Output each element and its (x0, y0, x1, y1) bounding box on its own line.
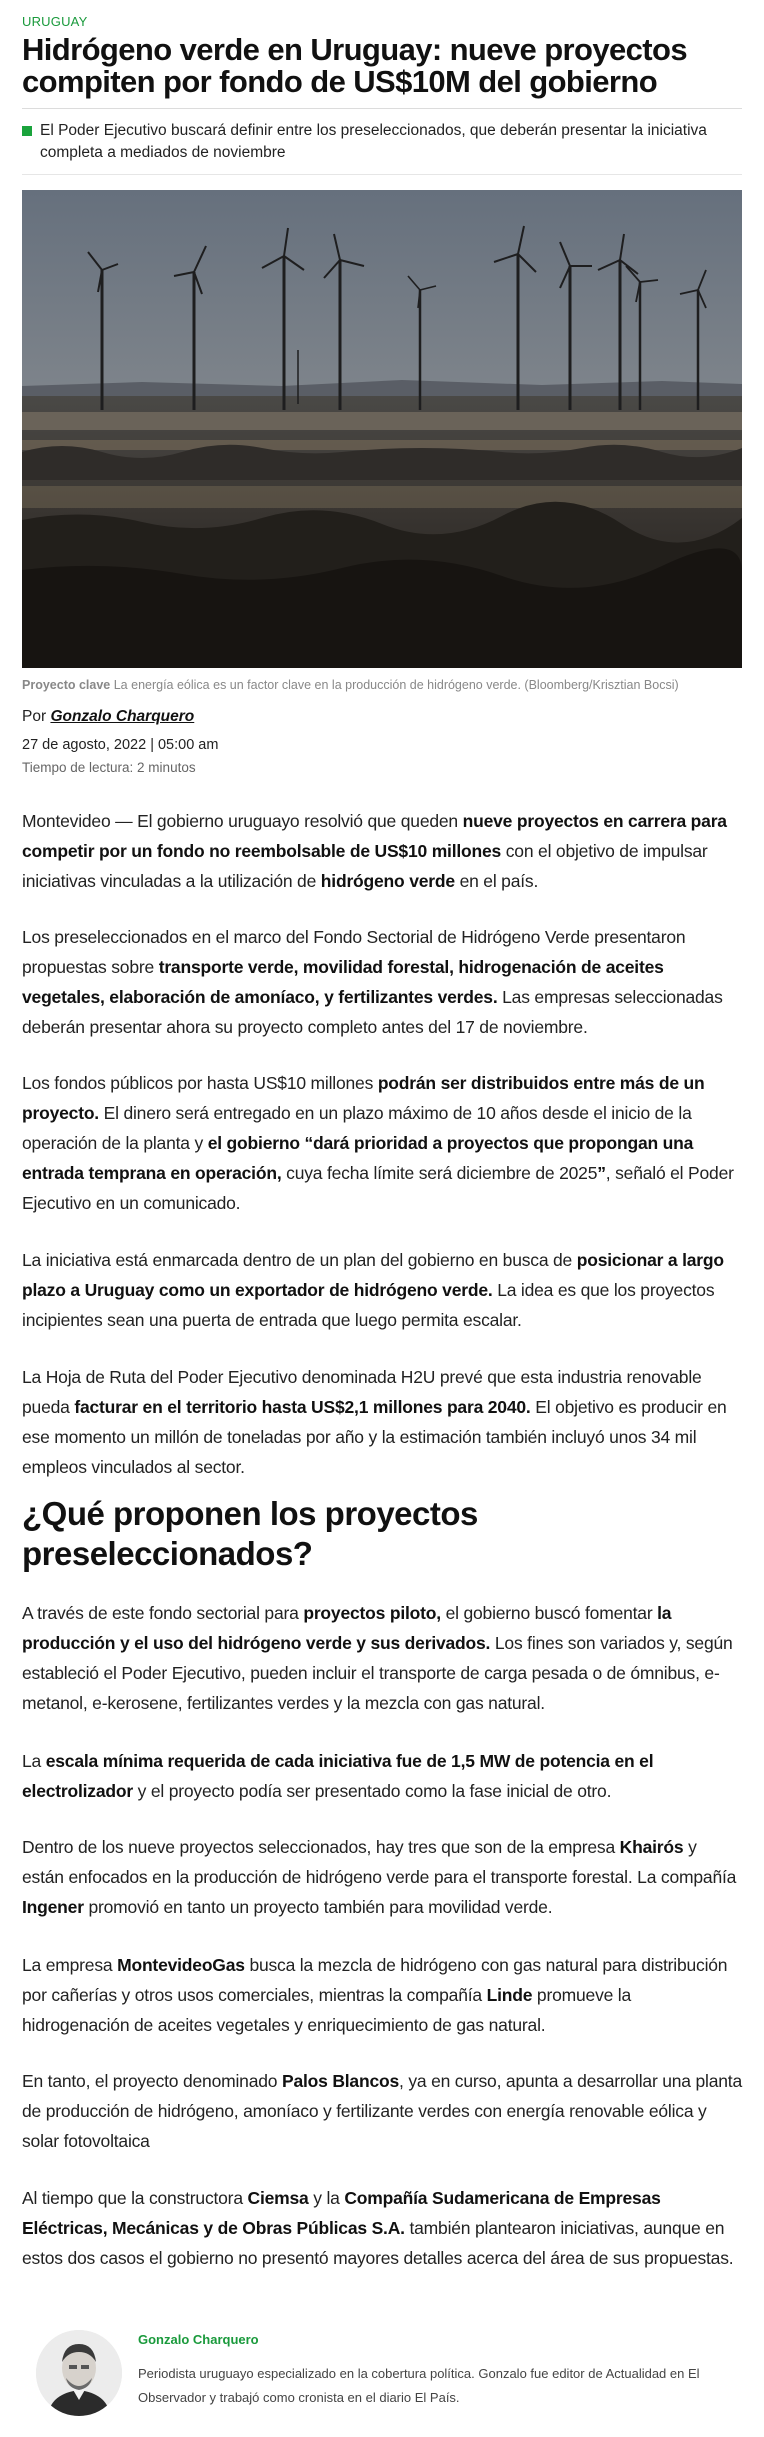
paragraph (22, 2183, 742, 2273)
bold-text: hidrógeno verde (320, 871, 455, 891)
text-run: y están enfocados en la producción de hidrógeno verde para el transporte forestal. La compañía (22, 1837, 737, 1887)
bold-text: Ingener (22, 1897, 84, 1917)
text-run: Montevideo — El gobierno uruguayo resolvió que queden (22, 811, 463, 831)
bullet-square-icon (22, 126, 32, 136)
text-run: El objetivo es producir en ese momento un millón de toneladas por año y la estimación también incluyó unos 34 mil empleos vinculados al sector. (22, 1397, 727, 1477)
bold-text: transporte verde, movilidad forestal, hidrogenación de aceites vegetales, elaboración de amoníaco, y fertilizantes verdes. (22, 957, 664, 1007)
paragraph (22, 1746, 742, 1806)
text-run: promueve la hidrogenación de aceites vegetales y enriquecimiento de gas natural. (22, 1985, 632, 2035)
bio-description: Periodista uruguayo especializado en la cobertura política. Gonzalo fue editor de Actualidad en El Observador y trabajó como cronista en el diario El País. (138, 2366, 700, 2405)
bold-text: posicionar a largo plazo a Uruguay como un exportador de hidrógeno verde. (22, 1250, 724, 1300)
paragraph (22, 1598, 742, 1718)
text-run: con el objetivo de impulsar iniciativas vinculadas a la utilización de (22, 841, 708, 891)
bold-text: Khairós (619, 1837, 684, 1857)
bold-text: Linde (486, 1985, 533, 2005)
text-run: también plantearon iniciativas, aunque en estos dos casos el gobierno no presentó mayores detalles acerca del área de sus propuestas. (22, 2218, 734, 2268)
byline-prefix: Por (22, 708, 47, 725)
text-run: en el país. (454, 871, 539, 891)
text-run: , señaló el Poder Ejecutivo en un comunicado. (22, 1163, 734, 1213)
paragraph (22, 1245, 742, 1335)
hero-image (22, 190, 742, 668)
byline (22, 708, 194, 726)
text-run: Al tiempo que la constructora (22, 2188, 248, 2208)
bold-text: MontevideoGas (117, 1955, 245, 1975)
text-run: cuya fecha límite será diciembre de 2025 (281, 1163, 598, 1183)
text-run: el gobierno buscó fomentar (440, 1603, 658, 1623)
image-caption (22, 678, 742, 692)
bold-text: la producción y el uso del hidrógeno verde y sus derivados. (22, 1603, 672, 1653)
divider (22, 108, 742, 109)
bold-text: Palos Blancos (281, 2071, 399, 2091)
text-run: y el proyecto podía ser presentado como la fase inicial de otro. (132, 1781, 612, 1801)
avatar[interactable] (36, 2330, 122, 2416)
bold-text: proyectos piloto, (303, 1603, 441, 1623)
text-run: y la (308, 2188, 345, 2208)
text-run: Las empresas seleccionadas deberán presentar ahora su proyecto completo antes del 17 de noviembre. (22, 987, 723, 1037)
text-run: En tanto, el proyecto denominado (22, 2071, 282, 2091)
paragraph (22, 806, 742, 896)
text-run: El dinero será entregado en un plazo máximo de 10 años desde el inicio de la operación de la planta y (22, 1103, 692, 1153)
wind-turbines-photo (22, 190, 742, 668)
text-run: Los preseleccionados en el marco del Fondo Sectorial de Hidrógeno Verde presentaron propuestas sobre (22, 927, 686, 977)
text-run: , ya en curso, apunta a desarrollar una planta de producción de hidrógeno, amoníaco y fertilizante verdes con energía renovable eólica y solar fotovoltaica (22, 2071, 742, 2151)
paragraph (22, 1950, 742, 2040)
caption-text: La energía eólica es un factor clave en la producción de hidrógeno verde. (Bloomberg/Krisztian Bocsi) (113, 678, 679, 692)
bold-text: podrán ser distribuidos entre más de un proyecto. (22, 1073, 705, 1123)
text-run: La iniciativa está enmarcada dentro de un plan del gobierno en busca de (22, 1250, 577, 1270)
text-run: Los fines son variados y, según estableció el Poder Ejecutivo, pueden incluir el transporte de carga pesada o de ómnibus, e-metanol, e-kerosene, fertilizantes verdes y la mezcla con gas natural. (22, 1633, 733, 1713)
paragraph (22, 1832, 742, 1922)
paragraph (22, 1068, 742, 1218)
bold-text: el gobierno “dará prioridad a proyectos que propongan una entrada temprana en operación, (22, 1133, 694, 1183)
bold-text: Ciemsa (247, 2188, 309, 2208)
author-bio (36, 2330, 736, 2420)
bold-text: escala mínima requerida de cada iniciativa fue de 1,5 MW de potencia en el electrolizador (22, 1751, 654, 1801)
text-run: La idea es que los proyectos incipientes sean una puerta de entrada que luego permita escalar. (22, 1280, 715, 1330)
text-run: promovió en tanto un proyecto también para movilidad verde. (83, 1897, 553, 1917)
text-run: La Hoja de Ruta del Poder Ejecutivo denominada H2U prevé que esta industria renovable pueda (22, 1367, 702, 1417)
text-run: Dentro de los nueve proyectos seleccionados, hay tres que son de la empresa (22, 1837, 620, 1857)
bold-text: facturar en el territorio hasta US$2,1 millones para 2040. (74, 1397, 531, 1417)
bold-text: Compañía Sudamericana de Empresas Eléctricas, Mecánicas y de Obras Públicas S.A. (22, 2188, 661, 2238)
section-tag[interactable]: URUGUAY (22, 14, 88, 29)
text-run: La empresa (22, 1955, 118, 1975)
author-link[interactable]: Gonzalo Charquero (50, 708, 195, 725)
publish-date: 27 de agosto, 2022 | 05:00 am (22, 737, 219, 753)
text-run: La (22, 1751, 46, 1771)
text-run: busca la mezcla de hidrógeno con gas natural para distribución por cañerías y otros usos comerciales, mientras la compañía (22, 1955, 728, 2005)
section-heading: ¿Qué proponen los proyectos preseleccionados? (22, 1495, 478, 1572)
text-run: A través de este fondo sectorial para (22, 1603, 304, 1623)
bio-author-name[interactable]: Gonzalo Charquero (138, 2332, 259, 2347)
author-portrait (36, 2330, 122, 2416)
bold-text: nueve proyectos en carrera para competir por un fondo no reembolsable de US$10 millones (22, 811, 727, 861)
paragraph (22, 2066, 742, 2156)
subheadline (22, 120, 742, 164)
divider (22, 174, 742, 175)
paragraph (22, 922, 742, 1042)
bold-text: ” (597, 1163, 606, 1183)
subheadline-text: El Poder Ejecutivo buscará definir entre los preseleccionados, que deberán presentar la iniciativa completa a mediados de noviembre (40, 122, 707, 161)
reading-time: Tiempo de lectura: 2 minutos (22, 760, 196, 775)
text-run: Los fondos públicos por hasta US$10 millones (22, 1073, 378, 1093)
caption-label: Proyecto clave (22, 678, 111, 692)
headline: Hidrógeno verde en Uruguay: nueve proyectos compiten por fondo de US$10M del gobierno (22, 32, 687, 99)
paragraph (22, 1362, 742, 1482)
